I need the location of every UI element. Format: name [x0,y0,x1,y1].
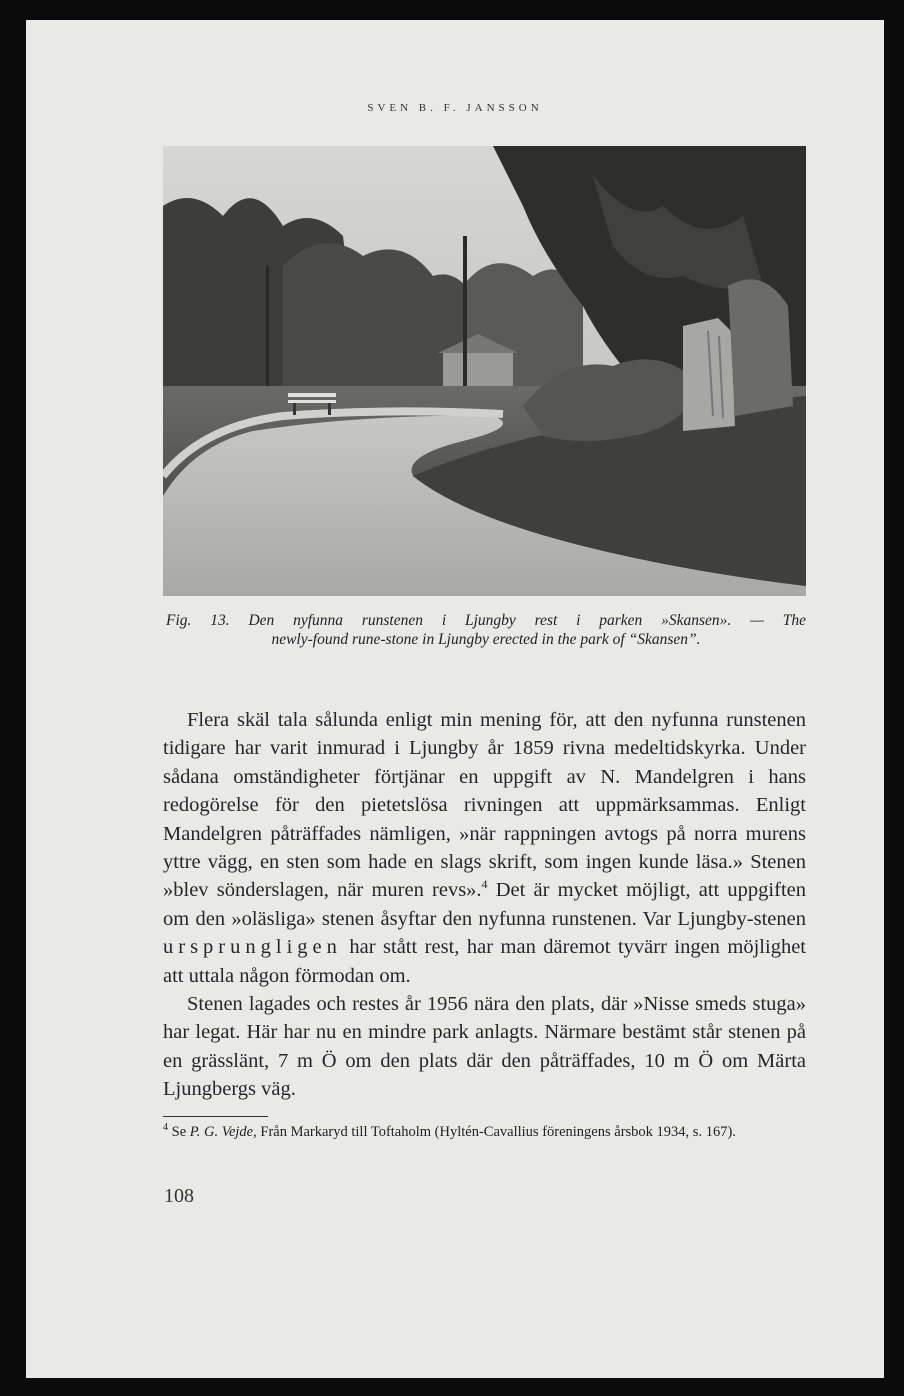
caption-line-1 [166,611,806,630]
paragraph-1-part-a: Flera skäl tala sålunda enligt min mening för, att den nyfunna runstenen tidigare har varit inmurad i Ljungby år 1859 rivna medeltidskyrka. Under sådana omständigheter förtjänar en uppgift av N. Mandelgren i hans redogörelse för den pietetslösa rivningen att uppmärksammas. Enligt Mandelgren påträffades nämligen, »när rappningen avtogs på norra murens yttre vägg, en sten som hade en slags skrift, som ingen kunde läsa.» Stenen »blev sönderslagen, när muren revs». [163,709,806,902]
caption-swedish: Fig. 13. Den nyfunna runstenen i Ljungby rest i parken »Skansen». [166,612,732,629]
footnote-text-pre: Se [168,1123,190,1140]
page-number: 108 [164,1185,194,1207]
spaced-word: ursprungligen [163,936,342,959]
park-runestone-photo [163,146,806,596]
paragraph-1-part-c: har stått rest, har man däremot tyvärr ingen möjlighet att uttala någon förmodan om. [163,936,806,987]
footnote [163,1118,806,1142]
footnote-text-post: Från Markaryd till Toftaholm (Hyltén-Cavallius föreningens årsbok 1934, s. 167). [256,1123,736,1140]
caption-english-start: The [782,612,806,629]
footnote-mark: 4 [163,1122,168,1133]
caption-separator: — [731,612,783,629]
paragraph-1 [163,706,806,990]
paragraph-2: Stenen lagades och restes år 1956 nära den plats, där »Nisse smeds stuga» har legat. Här har nu en mindre park anlagts. Närmare bestämt står stenen på en grässlänt, 7 m Ö om den plats där den påträffades, 10 m Ö om Märta Ljungbergs väg. [163,993,806,1101]
figure-caption [166,611,806,649]
figure-photo [163,146,806,596]
footnote-author: P. G. Vejde, [189,1123,257,1140]
paragraph-1-part-b: Det är mycket möjligt, att uppgiften om den »oläsliga» stenen åsyftar den nyfunna runstenen. Var Ljungby-stenen [163,879,806,930]
caption-english: newly-found rune-stone in Ljungby erected in the park of “Skansen”. [271,631,701,648]
footnote-reference: 4 [481,877,488,892]
footnote-rule [163,1116,268,1117]
running-head: SVEN B. F. JANSSON [367,102,543,114]
body-text [163,706,806,1104]
book-page [26,20,884,1378]
